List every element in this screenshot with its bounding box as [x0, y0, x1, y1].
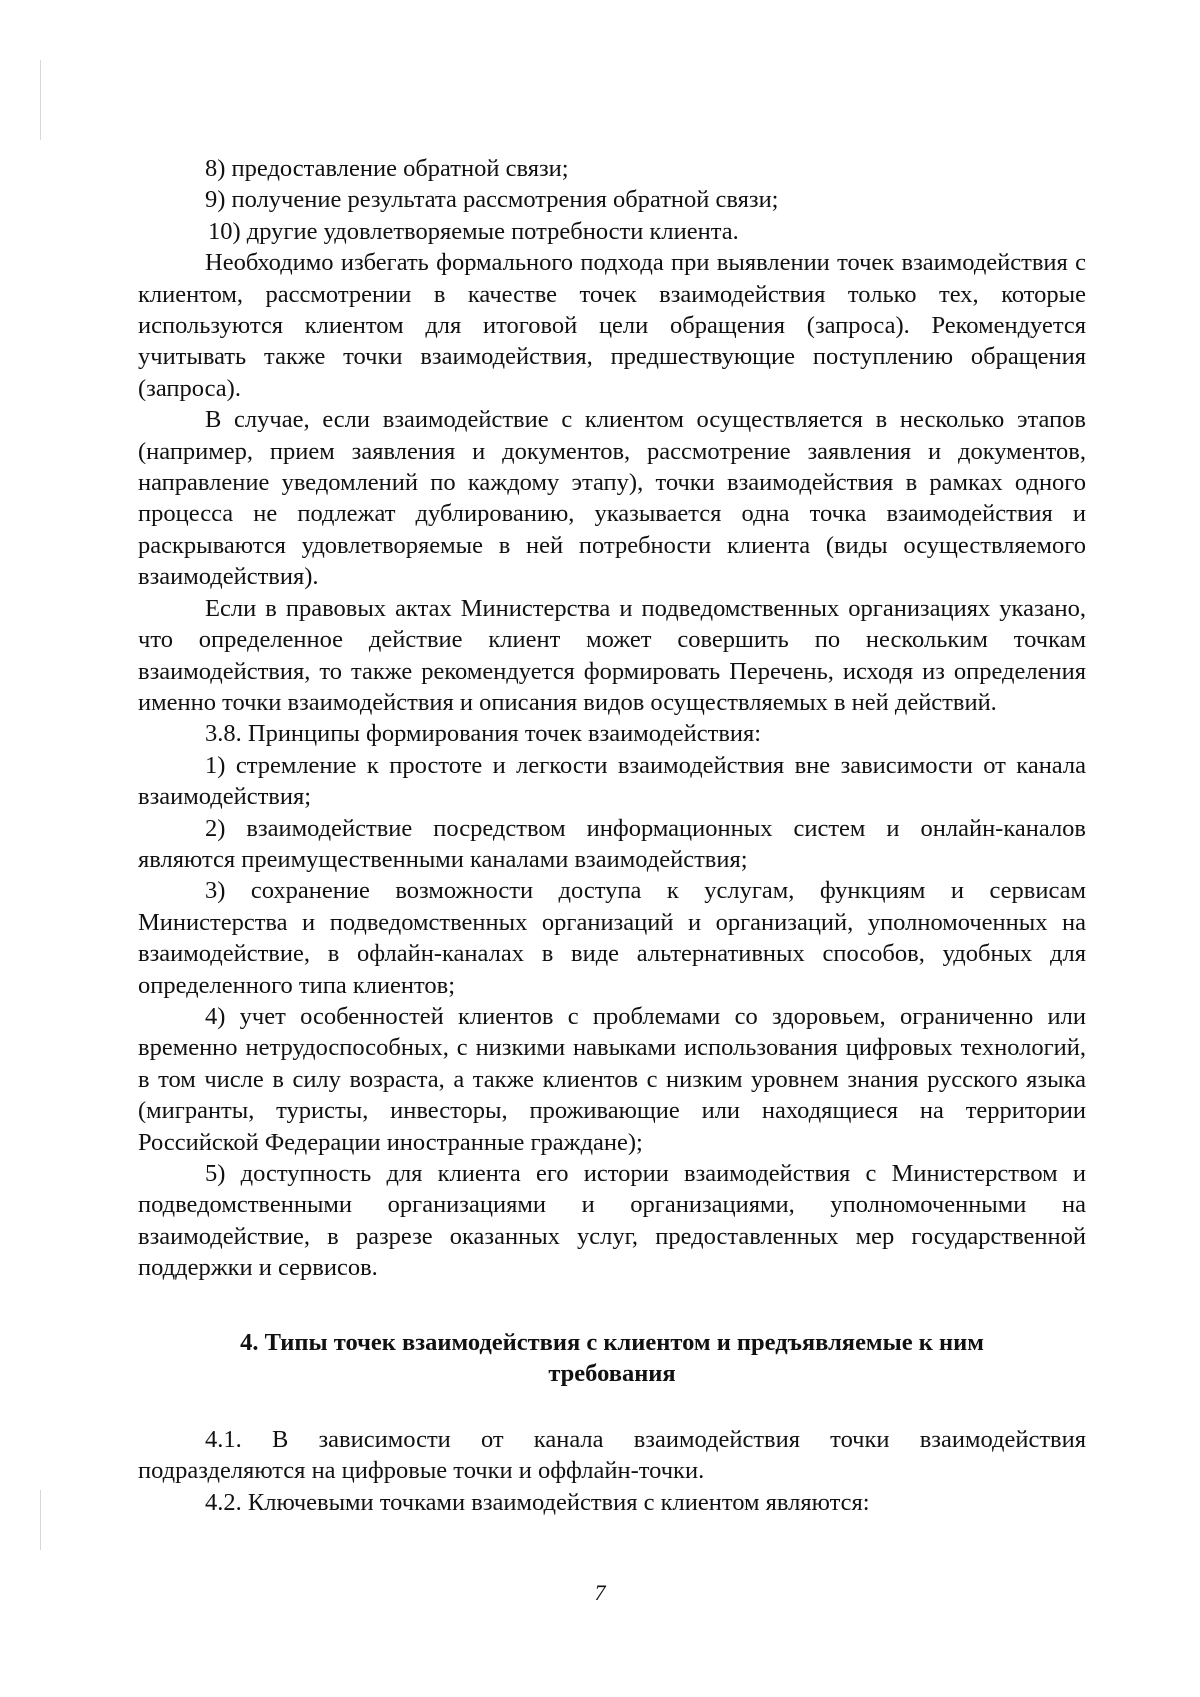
principle-2: 2) взаимодействие посредством информационных систем и онлайн-каналов являются преимущественными каналами взаимодействия; [138, 814, 1086, 873]
page-number: 7 [594, 1580, 606, 1605]
principle-4: 4) учет особенностей клиентов с проблемами со здоровьем, ограниченно или временно нетрудоспособных, с низкими навыками использования цифровых технологий, в том числе в силу возраста, а также клиентов с низким уровнем знания русского языка (мигранты, туристы, инвесторы, проживающие или находящиеся на территории Российской Федерации иностранные граждане); [138, 1002, 1086, 1156]
clause-4-1: 4.1. В зависимости от канала взаимодействия точки взаимодействия подразделяются на цифровые точки и оффлайн-точки. [138, 1426, 1086, 1485]
paragraph-formal-approach: Необходимо избегать формального подхода при выявлении точек взаимодействия с клиентом, рассмотрении в качестве точек взаимодействия только тех, которые используются клиентом для итоговой цели обращения (запроса). Рекомендуется учитывать также точки взаимодействия, предшествующие поступлению обращения (запроса). [138, 249, 1086, 402]
body-text-section-4 [138, 1424, 1086, 1518]
paragraph-multi-stage: В случае, если взаимодействие с клиентом осуществляется в несколько этапов (например, прием заявления и документов, рассмотрение заявления и документов, направление уведомлений по каждому этапу), точки взаимодействия в рамках одного процесса не подлежат дублированию, указывается одна точка взаимодействия и раскрываются удовлетворяемые в ней потребности клиента (виды осуществляемого взаимодействия). [138, 406, 1086, 591]
scan-edge-mark [40, 1490, 41, 1550]
clause-3-8-title: 3.8. Принципы формирования точек взаимодействия: [205, 720, 762, 748]
principle-3: 3) сохранение возможности доступа к услугам, функциям и сервисам Министерства и подведомственных организаций и организаций, уполномоченных на взаимодействие, в офлайн-каналах в виде альтернативных способов, удобных для определенного типа клиентов; [138, 877, 1086, 999]
principle-5: 5) доступность для клиента его истории взаимодействия с Министерством и подведомственными организациями и организациями, уполномоченными на взаимодействие, в разрезе оказанных услуг, предоставленных мер государственной поддержки и сервисов. [138, 1160, 1086, 1282]
list-item-10: 10) другие удовлетворяемые потребности клиента. [208, 217, 739, 245]
section-heading [138, 1327, 1086, 1390]
clause-4-2: 4.2. Ключевыми точками взаимодействия с клиентом являются: [205, 1488, 870, 1516]
principle-1: 1) стремление к простоте и легкости взаимодействия вне зависимости от канала взаимодействия; [138, 751, 1086, 811]
section-heading-line2: требования [548, 1360, 676, 1388]
body-text [138, 153, 1086, 1284]
list-item-8: 8) предоставление обратной связи; [205, 155, 569, 182]
section-heading-line1: 4. Типы точек взаимодействия с клиентом и предъявляемые к ним [240, 1329, 984, 1356]
list-item-9: 9) получение результата рассмотрения обратной связи; [205, 186, 779, 214]
paragraph-legal-acts: Если в правовых актах Министерства и подведомственных организациях указано, что определенное действие клиент может совершить по нескольким точкам взаимодействия, то также рекомендуется формировать Перечень, исходя из определения именно точки взаимодействия и описания видов осуществляемых в ней действий. [138, 594, 1086, 716]
scan-edge-mark [40, 60, 41, 140]
